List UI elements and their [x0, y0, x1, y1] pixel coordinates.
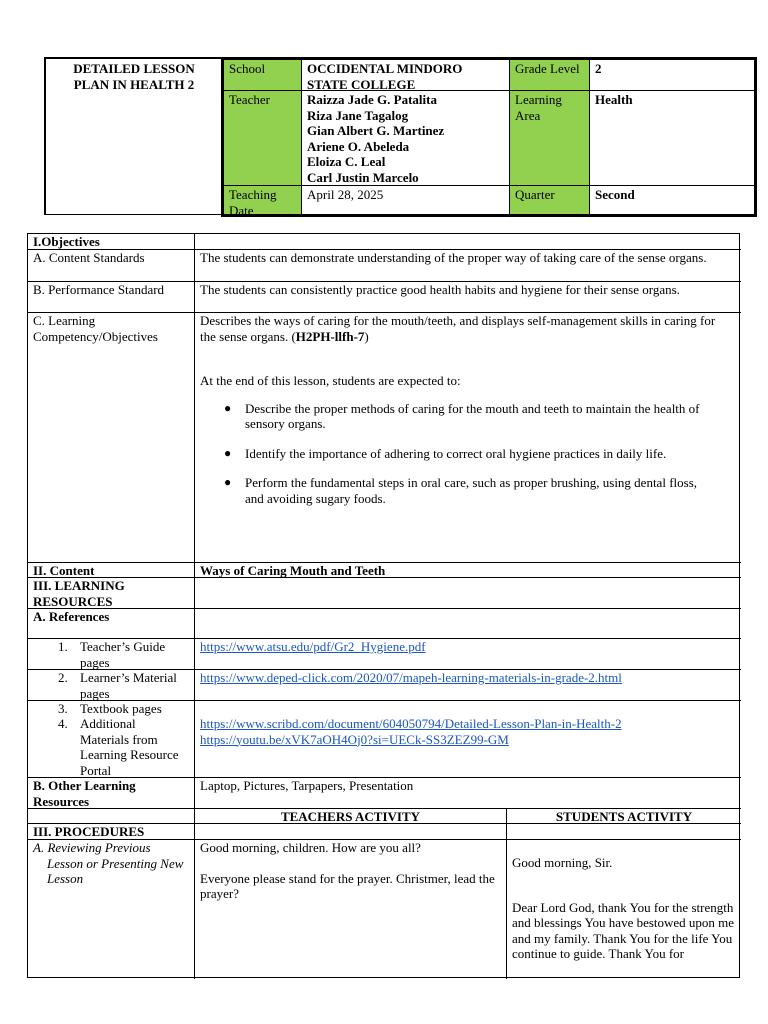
bullet-icon: ●: [224, 400, 232, 415]
additional-materials-cell: [195, 701, 741, 778]
procedures-heading: III. PROCEDURES: [28, 824, 195, 840]
competency-text: Describes the ways of caring for the mouth/teeth, and displays self-management skills in caring for the sense organs. (H2PH-llfh-7): [200, 313, 716, 344]
performance-standard-label: B. Performance Standard: [28, 282, 195, 313]
objective-bullet-list: [200, 401, 727, 507]
teacher-name: Eloiza C. Leal: [307, 154, 386, 169]
content-standards-label: A. Content Standards: [28, 250, 195, 282]
lesson-plan-table: [27, 233, 740, 978]
additional-materials-label: 3. Textbook pages 4. Additional Materials from Learning Resource Portal: [28, 701, 195, 778]
procedures-teacher-blank: [195, 824, 507, 840]
content-standards-text: The students can demonstrate understanding of the proper way of taking care of the sense organs.: [195, 250, 741, 282]
teaching-date-value: April 28, 2025: [302, 186, 510, 214]
objectives-heading: I.Objectives: [28, 234, 195, 250]
learning-area-value: Health: [590, 91, 754, 186]
quarter-label: Quarter: [510, 186, 590, 214]
learners-material-cell: [195, 670, 741, 701]
header-info-grid: [221, 57, 757, 217]
learning-area-label: Learning Area: [510, 91, 590, 186]
grade-value: 2: [590, 60, 754, 91]
students-activity-heading: STUDENTS ACTIVITY: [507, 809, 741, 824]
learners-material-label: 2. Learner’s Material pages: [28, 670, 195, 701]
youtube-link[interactable]: https://youtu.be/xVK7aOH4Oj0?si=UECk-SS3ZEZ99-GM: [200, 731, 509, 747]
document-title: DETAILED LESSON PLAN IN HEALTH 2: [44, 57, 222, 215]
teacher-activity-cell: [195, 840, 507, 979]
content-value: Ways of Caring Mouth and Teeth: [195, 563, 741, 578]
list-item: ● Perform the fundamental steps in oral care, such as proper brushing, using dental floss, and avoiding sugary foods.: [224, 475, 697, 506]
teacher-list: [302, 91, 510, 186]
references-label: A. References: [28, 609, 195, 639]
list-item: ● Identify the importance of adhering to correct oral hygiene practices in daily life.: [224, 445, 667, 461]
teaching-date-label: Teaching Date: [224, 186, 302, 214]
teacher-greeting: Good morning, children. How are you all?: [200, 840, 421, 855]
references-blank: [195, 609, 741, 639]
scribd-link[interactable]: https://www.scribd.com/document/604050794/Detailed-Lesson-Plan-in-Health-2: [200, 716, 622, 731]
competency-code: H2PH-llfh-7: [295, 328, 365, 344]
expected-intro: At the end of this lesson, students are expected to:: [200, 373, 461, 388]
reviewing-lesson-label: A. Reviewing Previous Lesson or Presenting New Lesson: [28, 840, 195, 979]
list-item: ● Describe the proper methods of caring for the mouth and teeth to maintain the health of sensory organs.: [224, 400, 700, 431]
teachers-guide-cell: [195, 639, 741, 670]
teacher-name: Raizza Jade G. Patalita: [307, 92, 437, 107]
other-resources-label: B. Other Learning Resources: [28, 778, 195, 809]
teacher-prayer-request: Everyone please stand for the prayer. Christmer, lead the prayer?: [200, 870, 495, 901]
objectives-heading-blank: [195, 234, 741, 250]
bullet-icon: ●: [224, 445, 232, 460]
student-activity-cell: [507, 840, 741, 979]
teachers-guide-link[interactable]: https://www.atsu.edu/pdf/Gr2_Hygiene.pdf: [200, 639, 426, 654]
school-label: School: [224, 60, 302, 91]
teacher-name: Carl Justin Marcelo: [307, 169, 419, 185]
bullet-icon: ●: [224, 475, 232, 489]
content-label: II. Content: [28, 563, 195, 578]
grade-label: Grade Level: [510, 60, 590, 91]
teachers-guide-label: 1. Teacher’s Guide pages: [28, 639, 195, 670]
procedures-student-blank: [507, 824, 741, 840]
competency-cell: [195, 313, 741, 563]
learners-material-link[interactable]: https://www.deped-click.com/2020/07/mapeh-learning-materials-in-grade-2.html: [200, 670, 622, 685]
teachers-activity-heading: TEACHERS ACTIVITY: [195, 809, 507, 824]
teacher-name: Ariene O. Abeleda: [307, 138, 410, 154]
student-greeting: Good morning, Sir.: [512, 855, 613, 870]
teacher-label: Teacher: [224, 91, 302, 186]
lesson-plan-header: [44, 57, 757, 217]
other-resources-value: Laptop, Pictures, Tarpapers, Presentation: [195, 778, 741, 809]
student-prayer: Dear Lord God, thank You for the strength and blessings You have bestowed upon me and my family. Thank You for the life You continue to guide. Thank You for: [512, 899, 735, 961]
quarter-value: Second: [595, 187, 635, 202]
performance-standard-text: The students can consistently practice good health habits and hygiene for their sense organs.: [195, 282, 741, 313]
activity-heading-blank: [28, 809, 195, 824]
learning-resources-heading: III. LEARNING RESOURCES: [28, 578, 195, 609]
learning-resources-blank: [195, 578, 741, 609]
competency-label: C. Learning Competency/Objectives: [28, 313, 195, 563]
textbook-pages-label: Textbook pages: [80, 701, 162, 716]
school-value: OCCIDENTAL MINDORO STATE COLLEGE: [302, 60, 510, 91]
teacher-name: Riza Jane Tagalog: [307, 107, 409, 123]
teacher-name: Gian Albert G. Martinez: [307, 123, 445, 138]
